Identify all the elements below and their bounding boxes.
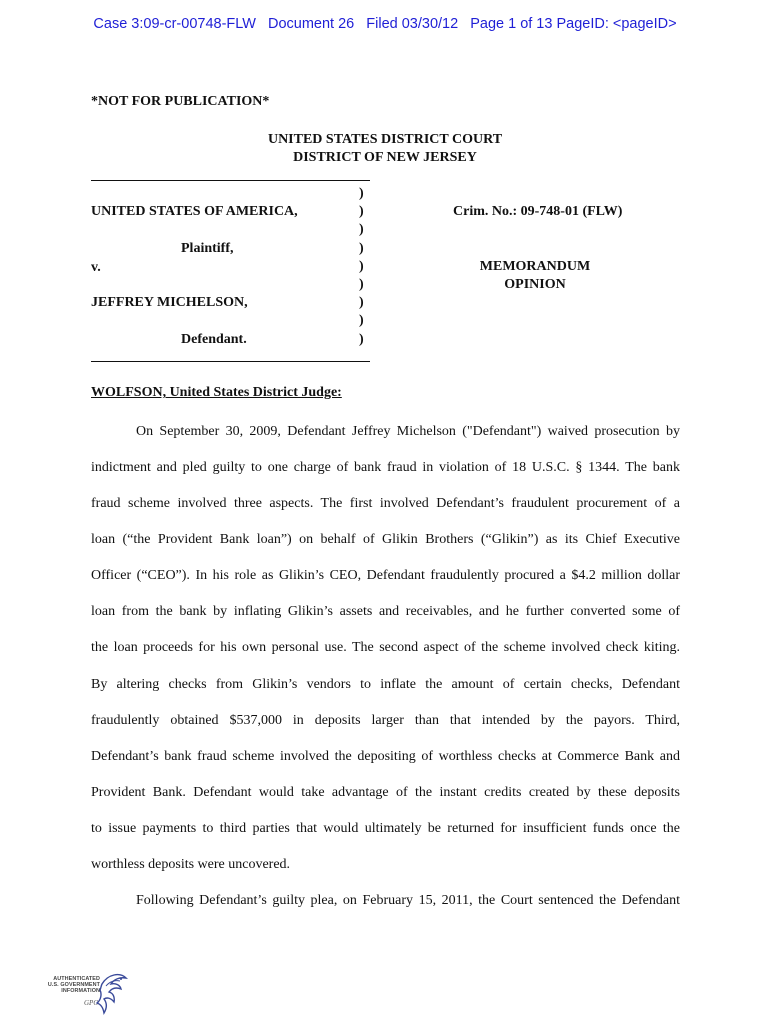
paren: ) [359, 276, 364, 292]
body-line: loan (“the Provident Bank loan”) on behalf of Glikin Brothers (“Glikin”) as its Chief Executive [91, 532, 680, 547]
court-name [0, 131, 770, 167]
paren: ) [359, 186, 364, 201]
caption-parentheses [359, 185, 364, 349]
paren: ) [359, 222, 364, 238]
gpo-authentication-seal [40, 972, 132, 1016]
document-number: Document 26 [267, 16, 355, 32]
paren: ) [359, 258, 364, 274]
not-for-publication-label: *NOT FOR PUBLICATION* [91, 94, 270, 109]
body-line: to issue payments to third parties that would ultimately be returned for insufficient funds once the [91, 821, 680, 836]
paren: ) [359, 331, 364, 347]
caption-bottom-rule [91, 361, 370, 362]
versus-label: v. [91, 260, 101, 275]
judge-heading: WOLFSON, United States District Judge: [91, 385, 342, 400]
body-line: On September 30, 2009, Defendant Jeffrey Michelson ("Defendant") waived prosecution by [136, 424, 680, 439]
paren: ) [359, 204, 364, 220]
body-line: Provident Bank. Defendant would take advantage of the instant credits created by these deposits [91, 785, 680, 800]
seal-line-1: AUTHENTICATED [53, 976, 100, 982]
plaintiff-name: UNITED STATES OF AMERICA, [91, 204, 298, 219]
body-line: Officer (“CEO”). In his role as Glikin’s CEO, Defendant fraudulently procured a $4.2 million dollar [91, 568, 680, 583]
body-line: loan from the bank by inflating Glikin’s assets and receivables, and he further converted some of [91, 604, 680, 619]
page-indicator: Page 1 of 13 [470, 16, 553, 32]
memorandum-opinion-title [460, 258, 610, 294]
paren: ) [359, 313, 364, 329]
defendant-name: JEFFREY MICHELSON, [91, 295, 248, 310]
page-id: PageID: <pageID> [556, 16, 677, 32]
defendant-role: Defendant. [181, 332, 247, 347]
court-line-1: UNITED STATES DISTRICT COURT [267, 132, 503, 147]
body-line: Defendant’s bank fraud scheme involved the depositing of worthless checks at Commerce Bank and [91, 749, 680, 764]
body-line: fraud scheme involved three aspects. The first involved Defendant’s fraudulent procurement of a [91, 496, 680, 511]
caption-top-rule [91, 180, 370, 181]
court-line-2: DISTRICT OF NEW JERSEY [293, 150, 477, 165]
body-line: By altering checks from Glikin’s vendors to inflate the amount of certain checks, Defendant [91, 677, 680, 692]
docket-header [0, 16, 770, 32]
body-line: indictment and pled guilty to one charge of bank fraud in violation of 18 U.S.C. § 1344. The bank [91, 460, 680, 475]
body-line: Following Defendant’s guilty plea, on February 15, 2011, the Court sentenced the Defendant [136, 893, 680, 908]
criminal-number: Crim. No.: 09-748-01 (FLW) [453, 204, 623, 219]
memo-line-1: MEMORANDUM [479, 259, 591, 274]
case-number: Case 3:09-cr-00748-FLW [93, 16, 256, 32]
body-line: worthless deposits were uncovered. [91, 857, 291, 872]
seal-text [40, 976, 100, 994]
paren: ) [359, 295, 364, 311]
body-line: fraudulently obtained $537,000 in deposits larger than that intended by the payors. Third, [91, 713, 680, 728]
filed-date: Filed 03/30/12 [366, 16, 459, 32]
seal-gpo-label: GPO [84, 999, 99, 1007]
gpo-eagle-icon [96, 972, 128, 1016]
seal-line-3: INFORMATION [61, 988, 100, 994]
body-line: the loan proceeds for his own personal use. The second aspect of the scheme involved check kiting. [91, 640, 680, 655]
paren: ) [359, 240, 364, 256]
memo-line-2: OPINION [504, 277, 566, 292]
seal-line-2: U.S. GOVERNMENT [47, 982, 100, 988]
plaintiff-role: Plaintiff, [181, 241, 234, 256]
